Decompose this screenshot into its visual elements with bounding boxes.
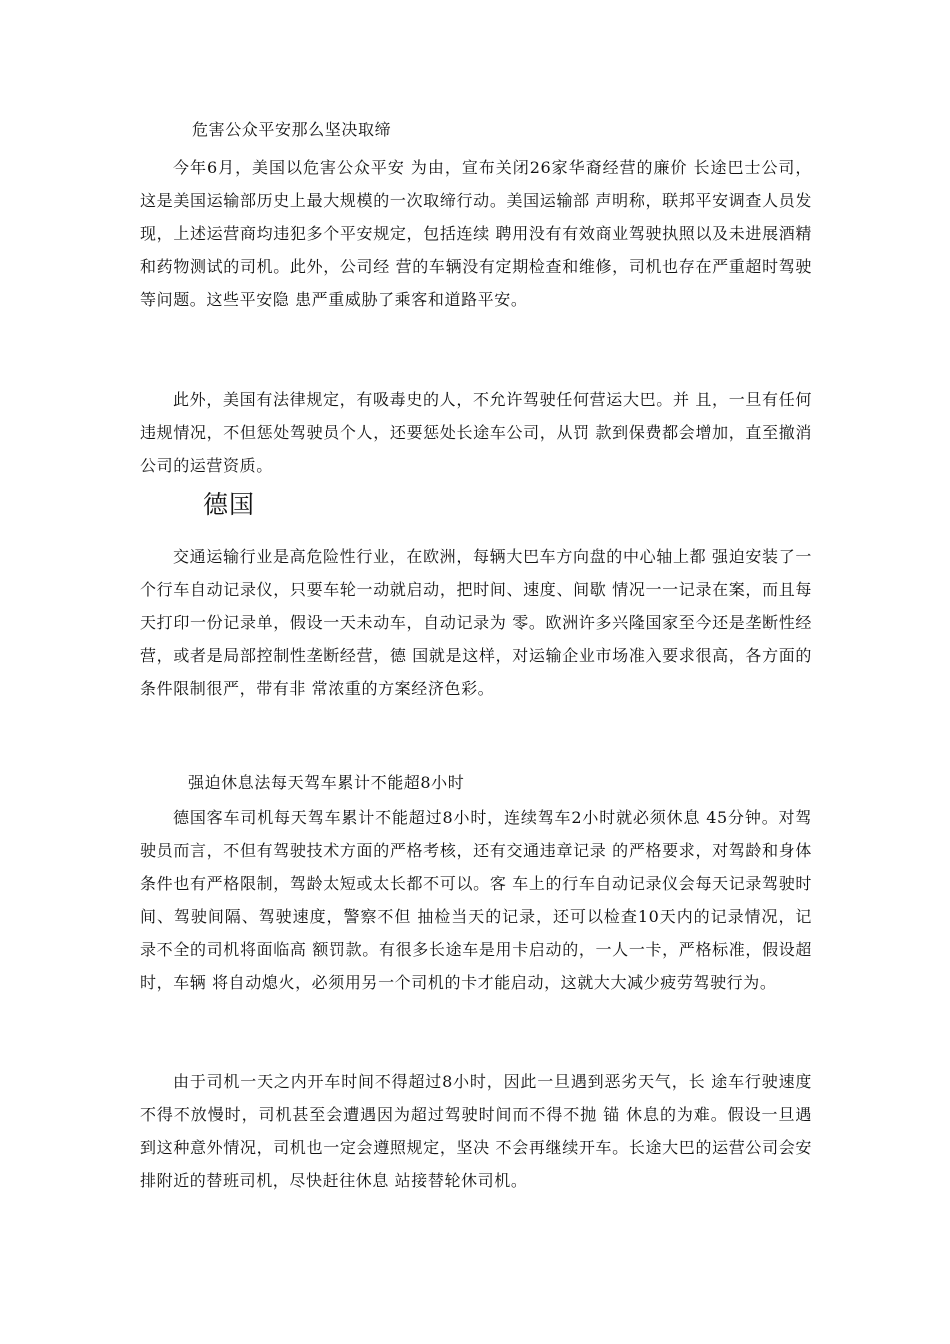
paragraph-us-bus-shutdown: 今年6月，美国以危害公众平安 为由，宣布关闭26家华裔经营的廉价 长途巴士公司，这是美国运输部历史上最大规模的一次取缔行动。美国运输部 声明称，联邦平安调查人员发现，上述运营商均违犯多个平安规定，包括连续 聘用没有有效商业驾驶执照以及未进展酒精和药物测试的司机。此外，公司经 营的车辆没有定期检查和维修，司机也存在严重超时驾驶等问题。这些平安隐 患严重威胁了乘客和道路平安。 — [140, 158, 812, 309]
paragraph-us-drug-law: 此外，美国有法律规定，有吸毒史的人，不允许驾驶任何营运大巴。并 且，一旦有任何违规情况，不但惩处驾驶员个人，还要惩处长途车公司，从罚 款到保费都会增加，直至撤消公司的运营资质。 — [140, 390, 812, 475]
paragraph-germany-driving-limit: 德国客车司机每天驾车累计不能超过8小时，连续驾车2小时就必须休息 45分钟。对驾驶员而言，不但有驾驶技术方面的严格考核，还有交通违章记录 的严格要求，对驾龄和身体条件也有严格限制，驾龄太短或太长都不可以。客 车上的行车自动记录仪会每天记录驾驶时间、驾驶间隔、驾驶速度，警察不但 抽检当天的记录，还可以检查10天内的记录情况，记录不全的司机将面临高 额罚款。有很多长途车是用卡启动的，一人一卡，严格标准，假设超时，车辆 将自动熄火，必须用另一个司机的卡才能启动，这就大大减少疲劳驾驶行为。 — [140, 808, 812, 992]
paragraph-europe-recorder: 交通运输行业是高危险性行业，在欧洲，每辆大巴车方向盘的中心轴上都 强迫安装了一个行车自动记录仪，只要车轮一动就启动，把时间、速度、间歇 情况一一记录在案，而且每天打印一份记录单，假设一天未动车，自动记录为 零。欧洲许多兴隆国家至今还是垄断性经营，或者是局部控制性垄断经营，德 国就是这样，对运输企业市场准入要求很高，各方面的条件限制很严，带有非 常浓重的方案经济色彩。 — [140, 547, 812, 698]
section-subtitle-forced-rest: 强迫休息法每天驾车累计不能超8小时 — [188, 773, 465, 792]
paragraph-germany-weather-rest: 由于司机一天之内开车时间不得超过8小时，因此一旦遇到恶劣天气，长 途车行驶速度不得不放慢时，司机甚至会遭遇因为超过驾驶时间而不得不抛 锚 休息的为难。假设一旦遇到这种意外情况，司机也一定会遵照规定，坚决 不会再继续开车。长途大巴的运营公司会安排附近的替班司机，尽快赶往休息 站接替轮休司机。 — [140, 1072, 812, 1190]
heading-germany: 德国 — [203, 490, 256, 519]
section-subtitle-public-safety: 危害公众平安那么坚决取缔 — [192, 120, 392, 139]
